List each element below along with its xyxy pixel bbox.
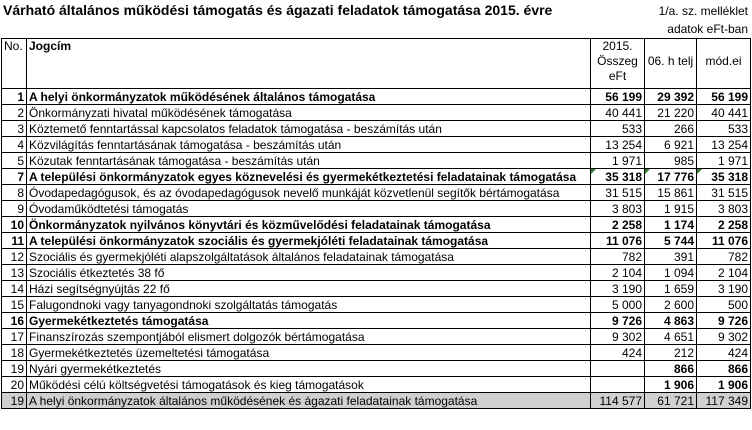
row-modified-estimate: 533: [697, 121, 751, 137]
row-name: A települési önkormányzatok egyes köznevelési és gyermekétkeztetési feladatainak támogatása: [27, 169, 591, 185]
table-row: [2, 121, 751, 137]
row-number: 3: [2, 121, 27, 137]
table-row: [2, 281, 751, 297]
row-june-fulfilment: 985: [645, 153, 697, 169]
row-amount-2015: 782: [591, 249, 645, 265]
row-name: Közutak fenntartásának támogatása - beszámítás után: [27, 153, 591, 169]
row-amount-2015: 9 302: [591, 329, 645, 345]
row-amount-2015: 3 803: [591, 201, 645, 217]
header-no: No.: [2, 39, 27, 89]
row-amount-2015: 424: [591, 345, 645, 361]
page-title: Várható általános működési támogatás és ágazati feladatok támogatása 2015. évre: [3, 2, 553, 18]
table-row: [2, 393, 751, 409]
table-row: [2, 185, 751, 201]
row-modified-estimate: 9 726: [697, 313, 751, 329]
table-row: [2, 297, 751, 313]
table-row: [2, 217, 751, 233]
row-modified-estimate: 866: [697, 361, 751, 377]
unit-label: adatok eFt-ban: [667, 22, 748, 36]
row-number: 7: [2, 169, 27, 185]
table-row: [2, 345, 751, 361]
table-row: [2, 377, 751, 393]
row-modified-estimate: 31 515: [697, 185, 751, 201]
row-name: Szociális és gyermekjóléti alapszolgáltatások általános feladatainak támogatása: [27, 249, 591, 265]
header-modified-label: mód.ei: [705, 54, 742, 68]
row-amount-2015: 9 726: [591, 313, 645, 329]
row-name: A helyi önkormányzatok működésének általános támogatása: [27, 89, 591, 105]
row-amount-2015: 56 199: [591, 89, 645, 105]
row-number: 1: [2, 89, 27, 105]
row-name: Szociális étkeztetés 38 fő: [27, 265, 591, 281]
row-name: Gyermekétkeztetés üzemeltetési támogatása: [27, 345, 591, 361]
row-june-fulfilment: 212: [645, 345, 697, 361]
row-amount-2015: 3 190: [591, 281, 645, 297]
row-number: 15: [2, 297, 27, 313]
row-name: Közvilágítás fenntartásának támogatása - beszámítás után: [27, 137, 591, 153]
header-amount-label: Összeg: [597, 54, 638, 68]
row-amount-2015: [591, 361, 645, 377]
row-june-fulfilment: 1 659: [645, 281, 697, 297]
row-number: 14: [2, 281, 27, 297]
row-name: Óvodaműködtetési támogatás: [27, 201, 591, 217]
table-row: [2, 329, 751, 345]
row-modified-estimate: 1 971: [697, 153, 751, 169]
row-name: Működési célú költségvetési támogatások és kieg támogatások: [27, 377, 591, 393]
row-june-fulfilment: 2 600: [645, 297, 697, 313]
row-june-fulfilment: 866: [645, 361, 697, 377]
row-modified-estimate: 2 258: [697, 217, 751, 233]
header-name: Jogcím: [27, 39, 591, 89]
header-modified: [697, 39, 751, 89]
row-june-fulfilment: 1 915: [645, 201, 697, 217]
row-june-fulfilment: 17 776: [645, 169, 697, 185]
table-row: [2, 361, 751, 377]
table-row: [2, 89, 751, 105]
row-june-fulfilment: 29 392: [645, 89, 697, 105]
row-june-fulfilment: 4 863: [645, 313, 697, 329]
row-amount-2015: 2 104: [591, 265, 645, 281]
row-june-fulfilment: 1 174: [645, 217, 697, 233]
row-modified-estimate: 1 906: [697, 377, 751, 393]
row-modified-estimate: 2 104: [697, 265, 751, 281]
row-name: Köztemető fenntartással kapcsolatos feladatok támogatása - beszámítás után: [27, 121, 591, 137]
row-amount-2015: 2 258: [591, 217, 645, 233]
row-number: 8: [2, 185, 27, 201]
table-row: [2, 233, 751, 249]
header-amount: [591, 39, 645, 89]
row-name: Gyermekétkeztetés támogatása: [27, 313, 591, 329]
row-number: 2: [2, 105, 27, 121]
row-june-fulfilment: 4 651: [645, 329, 697, 345]
row-name: Nyári gyermekétkeztetés: [27, 361, 591, 377]
header-amount-year: 2015.: [602, 39, 633, 53]
row-june-fulfilment: 15 861: [645, 185, 697, 201]
header-amount-unit: eFt: [608, 69, 627, 83]
row-name: A helyi önkormányzatok általános működésének és ágazati feladatainak támogatása: [27, 393, 591, 409]
row-amount-2015: 40 441: [591, 105, 645, 121]
row-modified-estimate: 3 190: [697, 281, 751, 297]
row-number: 10: [2, 217, 27, 233]
table-row: [2, 153, 751, 169]
row-june-fulfilment: 1 094: [645, 265, 697, 281]
row-name: A települési önkormányzatok szociális és gyermekjóléti feladatainak támogatása: [27, 233, 591, 249]
row-june-fulfilment: 266: [645, 121, 697, 137]
row-amount-2015: 1 971: [591, 153, 645, 169]
row-modified-estimate: 40 441: [697, 105, 751, 121]
row-modified-estimate: 782: [697, 249, 751, 265]
grant-table: [1, 38, 751, 409]
table-row: [2, 313, 751, 329]
row-name: Falugondnoki vagy tanyagondnoki szolgáltatás támogatás: [27, 297, 591, 313]
row-name: Óvodapedagógusok, és az óvodapedagógusok nevelő munkáját közvetlenül segítők bértámogatása: [27, 185, 591, 201]
row-amount-2015: 31 515: [591, 185, 645, 201]
row-modified-estimate: 500: [697, 297, 751, 313]
table-row: [2, 105, 751, 121]
row-june-fulfilment: 5 744: [645, 233, 697, 249]
row-name: Önkormányzatok nyilvános könyvtári és közművelődési feladatainak támogatása: [27, 217, 591, 233]
row-amount-2015: 35 318: [591, 169, 645, 185]
row-modified-estimate: 13 254: [697, 137, 751, 153]
table-row: [2, 137, 751, 153]
row-amount-2015: 13 254: [591, 137, 645, 153]
row-name: Házi segítségnyújtás 22 fő: [27, 281, 591, 297]
row-june-fulfilment: 6 921: [645, 137, 697, 153]
row-number: 17: [2, 329, 27, 345]
row-amount-2015: 11 076: [591, 233, 645, 249]
row-amount-2015: 533: [591, 121, 645, 137]
row-number: 13: [2, 265, 27, 281]
row-number: 16: [2, 313, 27, 329]
table-row: [2, 201, 751, 217]
header-row: [2, 39, 751, 89]
row-june-fulfilment: 391: [645, 249, 697, 265]
row-number: 11: [2, 233, 27, 249]
row-number: 9: [2, 201, 27, 217]
table-row: [2, 265, 751, 281]
row-number: 4: [2, 137, 27, 153]
row-modified-estimate: 117 349: [697, 393, 751, 409]
row-modified-estimate: 424: [697, 345, 751, 361]
row-number: 19: [2, 393, 27, 409]
row-modified-estimate: 3 803: [697, 201, 751, 217]
header-june: [645, 39, 697, 89]
table-row: [2, 249, 751, 265]
row-number: 19: [2, 361, 27, 377]
row-june-fulfilment: 21 220: [645, 105, 697, 121]
annex-label: 1/a. sz. melléklet: [658, 4, 748, 18]
row-modified-estimate: 56 199: [697, 89, 751, 105]
table-row: [2, 169, 751, 185]
row-june-fulfilment: 1 906: [645, 377, 697, 393]
row-modified-estimate: 9 302: [697, 329, 751, 345]
row-amount-2015: 114 577: [591, 393, 645, 409]
row-number: 12: [2, 249, 27, 265]
row-number: 18: [2, 345, 27, 361]
row-name: Finanszírozás szempontjából elismert dolgozók bértámogatása: [27, 329, 591, 345]
row-modified-estimate: 35 318: [697, 169, 751, 185]
row-modified-estimate: 11 076: [697, 233, 751, 249]
row-amount-2015: 5 000: [591, 297, 645, 313]
row-number: 5: [2, 153, 27, 169]
row-june-fulfilment: 61 721: [645, 393, 697, 409]
row-number: 20: [2, 377, 27, 393]
row-name: Önkormányzati hivatal működésének támogatása: [27, 105, 591, 121]
header-june-label: 06. h telj: [647, 54, 694, 68]
row-amount-2015: [591, 377, 645, 393]
